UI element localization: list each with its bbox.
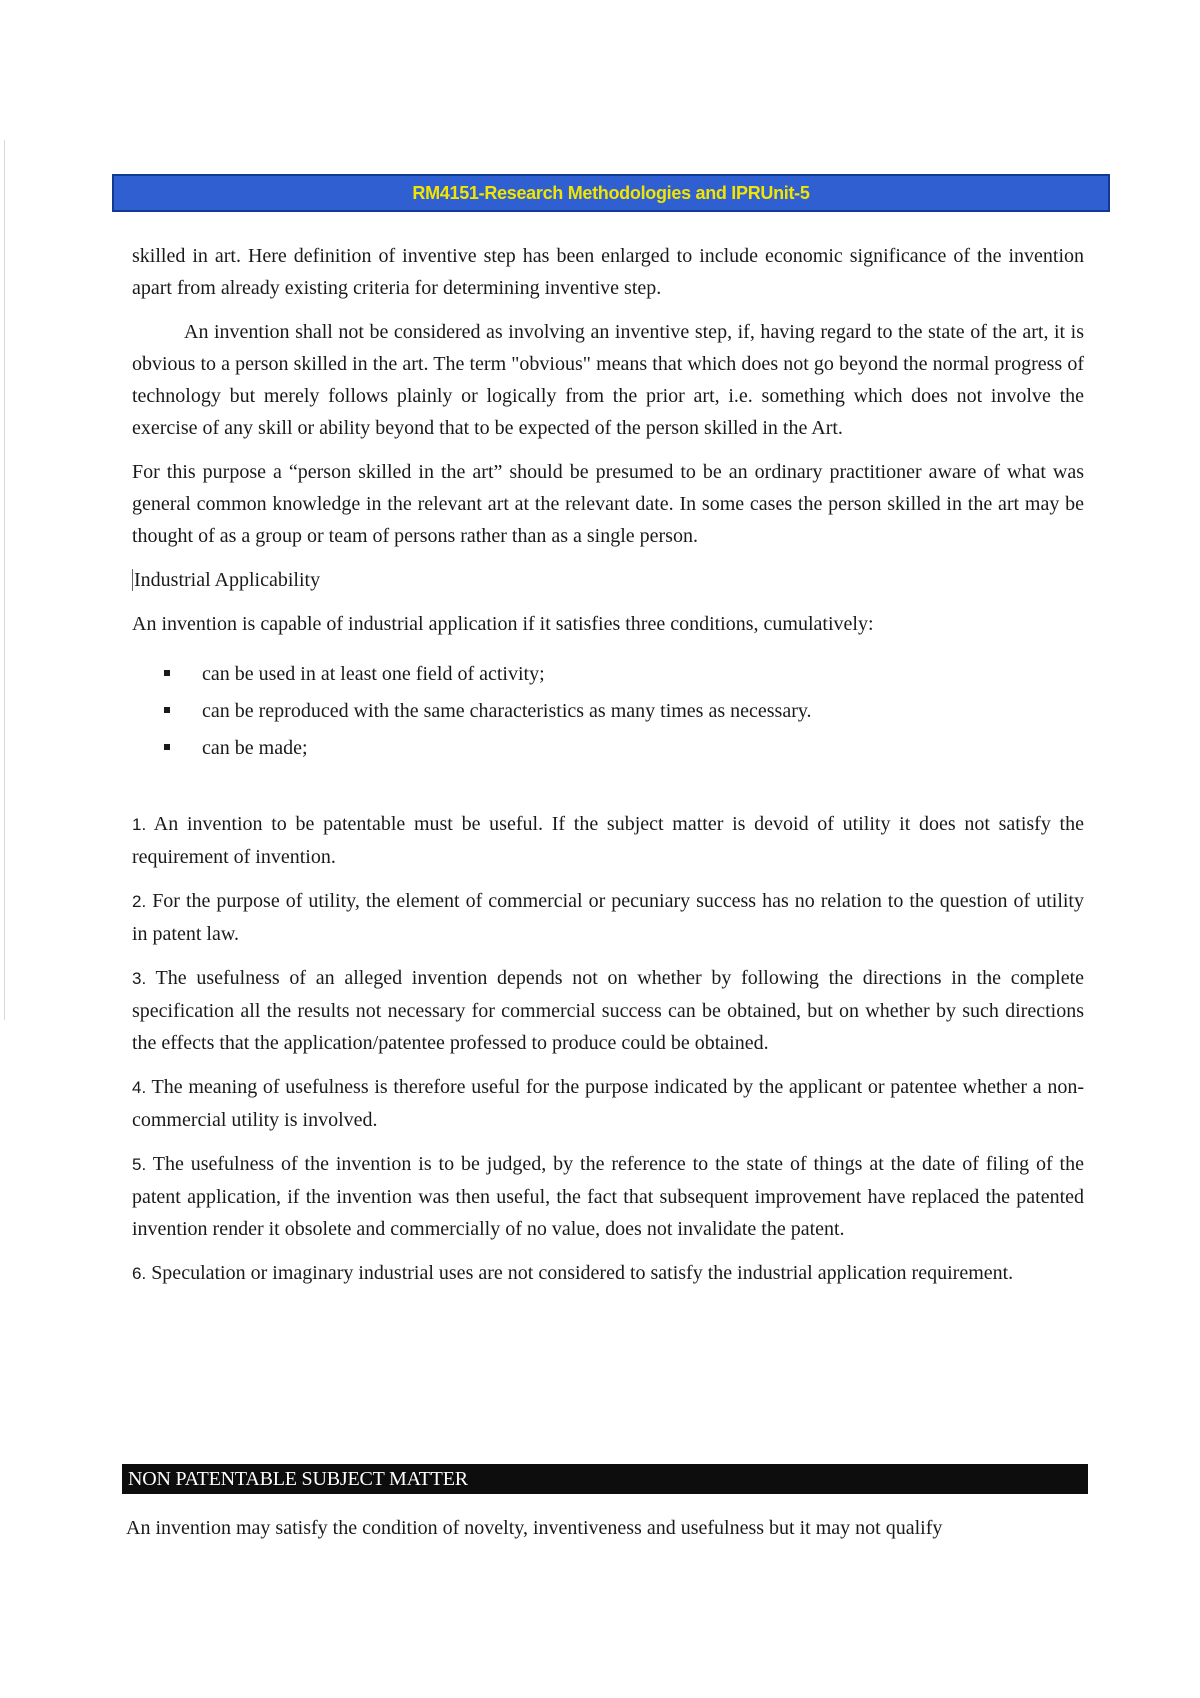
list-item xyxy=(132,732,1084,764)
paragraph-number: 6. xyxy=(132,1264,147,1283)
numbered-paragraph-text: The meaning of usefulness is therefore useful for the purpose indicated by the applicant or patentee whether a non-commercial utility is involved. xyxy=(132,1076,1085,1131)
paragraph-number: 5. xyxy=(132,1155,147,1174)
section-heading-bar xyxy=(122,1464,1088,1494)
paragraph-number: 2. xyxy=(132,892,147,911)
section-paragraph: An invention may satisfy the condition of novelty, inventiveness and usefulness but it may not qualify xyxy=(126,1517,943,1539)
page-header-bar xyxy=(112,174,1110,212)
numbered-paragraph-text: An invention to be patentable must be useful. If the subject matter is devoid of utility it does not satisfy the requirement of invention. xyxy=(132,813,1084,868)
document-body xyxy=(132,240,1084,1302)
numbered-paragraph xyxy=(132,962,1084,1059)
bullet-icon xyxy=(164,670,170,676)
condition-text: can be used in at least one field of activity; xyxy=(202,663,545,685)
paragraph-person-skilled: For this purpose a “person skilled in the art” should be presumed to be an ordinary practitioner aware of what was general common knowledge in the relevant art at the relevant date. In some cases the person skilled in the art may be thought of as a group or team of persons rather than as a single person. xyxy=(132,461,1084,547)
paragraph-number: 4. xyxy=(132,1078,147,1097)
numbered-paragraph xyxy=(132,1071,1084,1136)
page-edge-line xyxy=(4,140,5,1020)
numbered-paragraph-text: For the purpose of utility, the element of commercial or pecuniary success has no relation to the question of utility in patent law. xyxy=(132,890,1084,945)
industrial-applicability-heading-text: Industrial Applicability xyxy=(134,569,321,591)
numbered-paragraph-text: The usefulness of an alleged invention depends not on whether by following the directions in the complete specification all the results not necessary for commercial success can be obtained, but on whether by such directions the effects that the application/patentee professed to produce could be obtained. xyxy=(132,967,1085,1054)
industrial-intro: An invention is capable of industrial application if it satisfies three conditions, cumulatively: xyxy=(132,613,874,635)
paragraph-number: 1. xyxy=(132,815,147,834)
section-heading-title: NON PATENTABLE SUBJECT MATTER xyxy=(128,1467,468,1490)
header-title: RM4151-Research Methodologies and IPRUnit-5 xyxy=(412,182,810,203)
condition-text: can be made; xyxy=(202,737,308,759)
paragraph-inventive-step: skilled in art. Here definition of inventive step has been enlarged to include economic significance of the invention apart from already existing criteria for determining inventive step. xyxy=(132,245,1084,299)
numbered-paragraph xyxy=(132,1257,1084,1290)
list-item xyxy=(132,658,1084,690)
bullet-icon xyxy=(164,744,170,750)
numbered-paragraph-text: Speculation or imaginary industrial uses are not considered to satisfy the industrial application requirement. xyxy=(151,1262,1014,1284)
numbered-paragraph xyxy=(132,885,1084,950)
paragraph-obviousness: An invention shall not be considered as involving an inventive step, if, having regard to the state of the art, it is obvious to a person skilled in the art. The term "obvious" means that which does not go beyond the normal progress of technology but merely follows plainly or logically from the prior art, i.e. something which does not involve the exercise of any skill or ability beyond that to be expected of the person skilled in the Art. xyxy=(132,321,1084,439)
industrial-applicability-heading xyxy=(132,564,1084,596)
conditions-list xyxy=(132,658,1084,764)
bullet-icon xyxy=(164,707,170,713)
numbered-paragraph xyxy=(132,1148,1084,1245)
numbered-paragraph-text: The usefulness of the invention is to be judged, by the reference to the state of things at the date of filing of the patent application, if the invention was then useful, the fact that subsequent improvement have replaced the patented invention render it obsolete and commercially of no value, does not invalidate the patent. xyxy=(132,1153,1084,1240)
paragraph-number: 3. xyxy=(132,969,147,988)
condition-text: can be reproduced with the same characteristics as many times as necessary. xyxy=(202,700,812,722)
numbered-paragraph xyxy=(132,808,1084,873)
list-item xyxy=(132,695,1084,727)
